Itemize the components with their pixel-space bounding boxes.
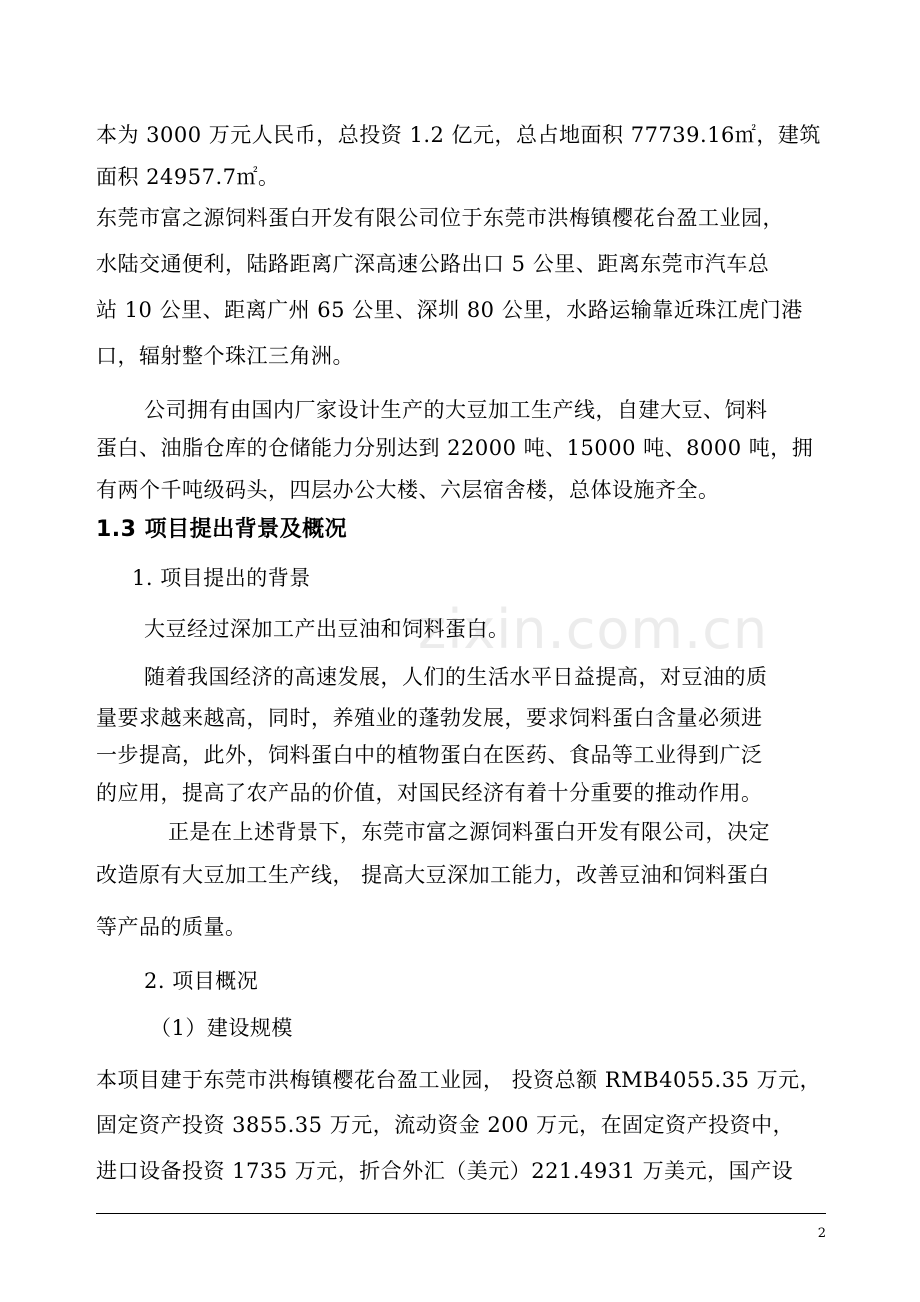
body-line: 本项目建于东莞市洪梅镇樱花台盈工业园， 投资总额 RMB4055.35 万元， <box>96 1068 822 1092</box>
body-line: 进口设备投资 1735 万元，折合外汇（美元）221.4931 万美元，国产设 <box>96 1159 794 1183</box>
body-line: 固定资产投资 3855.35 万元，流动资金 200 万元，在固定资产投资中， <box>96 1113 795 1137</box>
page-number: 2 <box>817 1226 826 1241</box>
body-line: 蛋白、油脂仓库的仓储能力分别达到 22000 吨、15000 吨、8000 吨，拥 <box>96 436 814 460</box>
section-heading: 1.3 项目提出背景及概况 <box>96 517 348 542</box>
footer-rule <box>96 1213 826 1214</box>
body-line: 公司拥有由国内厂家设计生产的大豆加工生产线，自建大豆、饲料 <box>144 398 768 422</box>
watermark: zixin.com.cn <box>418 598 769 661</box>
body-line: 随着我国经济的高速发展，人们的生活水平日益提高，对豆油的质 <box>144 665 768 689</box>
body-line: 量要求越来越高，同时，养殖业的蓬勃发展，要求饲料蛋白含量必须进 <box>96 706 763 730</box>
subsection-heading: 2. 项目概况 <box>144 969 259 993</box>
body-line: 等产品的质量。 <box>96 915 247 939</box>
body-line: 东莞市富之源饲料蛋白开发有限公司位于东莞市洪梅镇樱花台盈工业园， <box>96 206 784 230</box>
body-line: 一步提高，此外，饲料蛋白中的植物蛋白在医药、食品等工业得到广泛 <box>96 743 763 767</box>
body-line: 的应用，提高了农产品的价值，对国民经济有着十分重要的推动作用。 <box>96 781 763 805</box>
body-line: 面积 24957.7㎡。 <box>96 165 280 189</box>
body-line: 大豆经过深加工产出豆油和饲料蛋白。 <box>144 617 510 641</box>
body-line: 本为 3000 万元人民币，总投资 1.2 亿元，总占地面积 77739.16㎡，建筑 <box>96 123 821 147</box>
subsection-heading: （1）建设规模 <box>150 1016 293 1040</box>
body-line: 改造原有大豆加工生产线， 提高大豆深加工能力，改善豆油和饲料蛋白 <box>96 863 770 887</box>
body-line: 口，辐射整个珠江三角洲。 <box>96 344 354 368</box>
subsection-heading: 1. 项目提出的背景 <box>132 566 311 590</box>
body-line: 有两个千吨级码头，四层办公大楼、六层宿舍楼，总体设施齐全。 <box>96 478 720 502</box>
body-line: 水陆交通便利，陆路距离广深高速公路出口 5 公里、距离东莞市汽车总 <box>96 252 770 276</box>
body-line: 站 10 公里、距离广州 65 公里、深圳 80 公里，水路运输靠近珠江虎门港 <box>96 298 803 322</box>
body-line: 正是在上述背景下，东莞市富之源饲料蛋白开发有限公司，决定 <box>168 820 770 844</box>
